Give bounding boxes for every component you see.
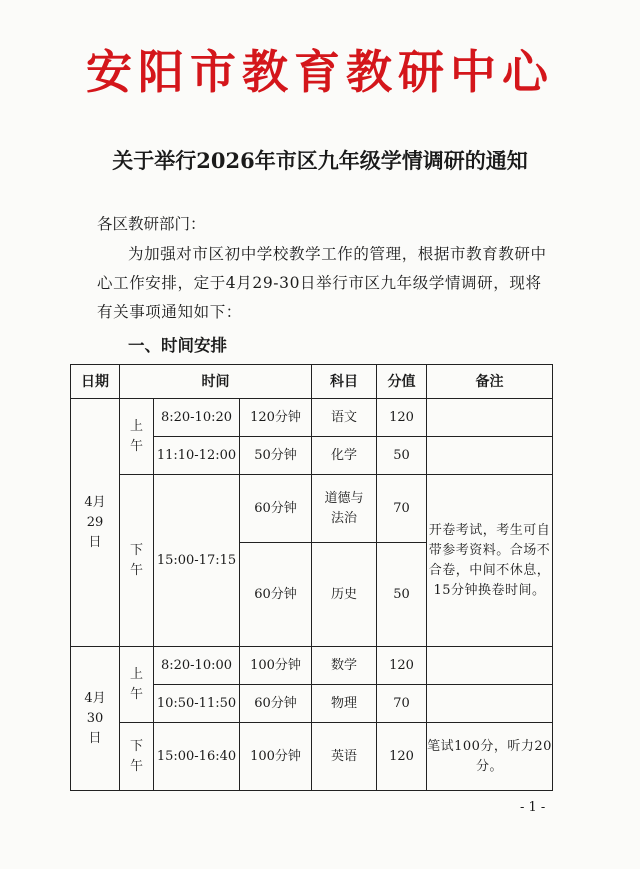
session-afternoon-day2: 下午	[120, 723, 154, 791]
score-cell: 70	[377, 685, 427, 723]
duration-cell: 100分钟	[240, 723, 312, 791]
schedule-table	[70, 364, 553, 791]
table-row	[71, 399, 553, 437]
header-note: 备注	[427, 365, 553, 399]
header-subject: 科目	[312, 365, 377, 399]
note-cell: 笔试100分，听力20分。	[427, 723, 553, 791]
subject-cell: 物理	[312, 685, 377, 723]
time-cell: 15:00-17:15	[154, 475, 240, 647]
subject-cell: 化学	[312, 437, 377, 475]
session-morning-day1: 上午	[120, 399, 154, 475]
time-cell: 15:00-16:40	[154, 723, 240, 791]
header-time: 时间	[120, 365, 312, 399]
org-name-header: 安阳市教育教研中心	[86, 45, 554, 99]
table-row	[71, 475, 553, 543]
header-date: 日期	[71, 365, 120, 399]
header-score: 分值	[377, 365, 427, 399]
subject-cell: 英语	[312, 723, 377, 791]
session-morning-day2: 上午	[120, 647, 154, 723]
note-cell-empty	[427, 647, 553, 685]
date-cell-day2: 4月30日	[71, 647, 120, 791]
note-cell: 开卷考试，考生可自带参考资料。合场不合卷，中间不休息，15分钟换卷时间。	[427, 475, 553, 647]
page-number: - 1 -	[520, 800, 546, 815]
notice-title: 关于举行2026年市区九年级学情调研的通知	[112, 148, 528, 173]
intro-paragraph: 为加强对市区初中学校教学工作的管理，根据市教育教研中心工作安排，定于4月29-30日举行市区九年级学情调研，现将有关事项通知如下：	[97, 245, 547, 321]
score-cell: 50	[377, 437, 427, 475]
duration-cell: 100分钟	[240, 647, 312, 685]
subject-cell: 语文	[312, 399, 377, 437]
subject-cell: 数学	[312, 647, 377, 685]
table-row	[71, 647, 553, 685]
table-header-row	[71, 365, 553, 399]
score-cell: 70	[377, 475, 427, 543]
date-cell-day1: 4月29日	[71, 399, 120, 647]
subject-cell: 历史	[312, 543, 377, 647]
duration-cell: 60分钟	[240, 543, 312, 647]
time-cell: 11:10-12:00	[154, 437, 240, 475]
duration-cell: 120分钟	[240, 399, 312, 437]
note-cell-empty	[427, 399, 553, 437]
score-cell: 120	[377, 723, 427, 791]
salutation: 各区教研部门：	[97, 215, 206, 233]
time-cell: 8:20-10:00	[154, 647, 240, 685]
duration-cell: 50分钟	[240, 437, 312, 475]
section-heading: 一、时间安排	[128, 336, 227, 355]
score-cell: 50	[377, 543, 427, 647]
score-cell: 120	[377, 647, 427, 685]
duration-cell: 60分钟	[240, 685, 312, 723]
duration-cell: 60分钟	[240, 475, 312, 543]
session-afternoon-day1: 下午	[120, 475, 154, 647]
subject-cell: 道德与法治	[312, 475, 377, 543]
score-cell: 120	[377, 399, 427, 437]
note-cell-empty	[427, 685, 553, 723]
time-cell: 8:20-10:20	[154, 399, 240, 437]
table-row	[71, 723, 553, 791]
note-cell-empty	[427, 437, 553, 475]
time-cell: 10:50-11:50	[154, 685, 240, 723]
